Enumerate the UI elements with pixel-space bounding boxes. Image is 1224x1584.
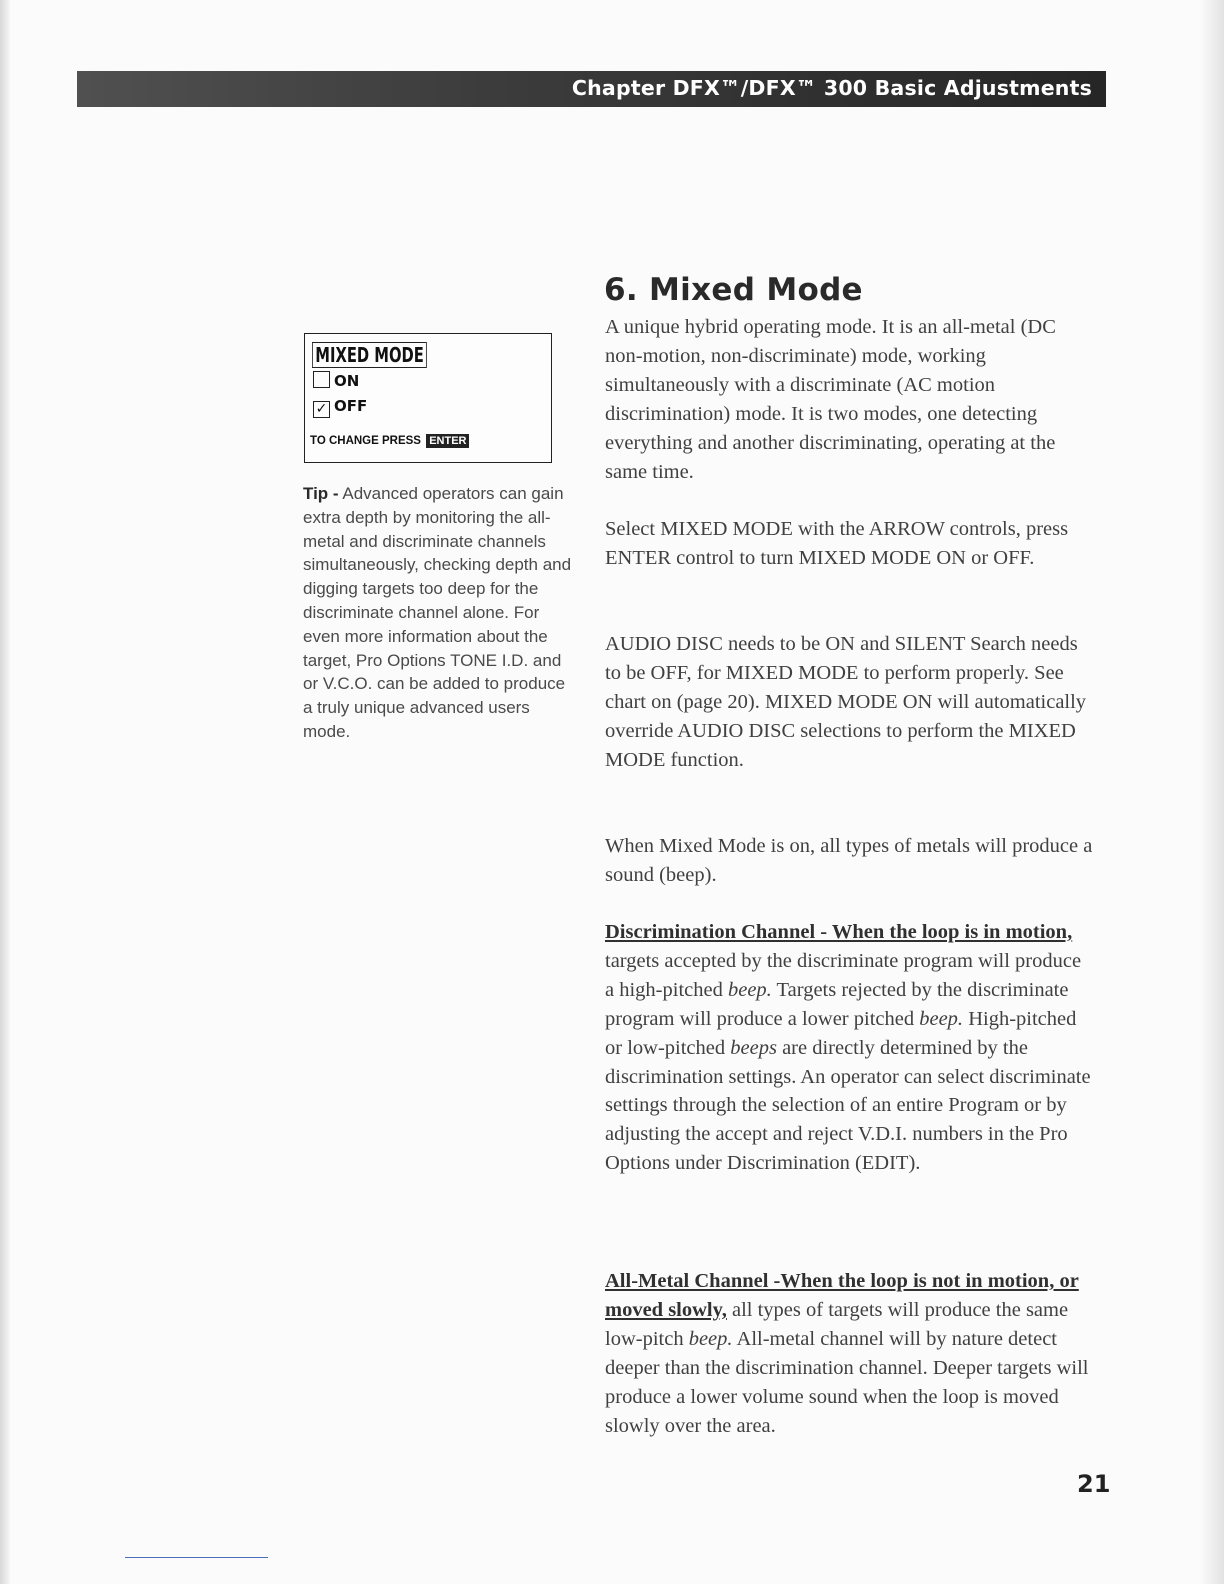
discrimination-italic-1: beep.	[727, 978, 772, 1001]
paragraph-mixed-on: When Mixed Mode is on, all types of metals will produce a sound (beep).	[605, 835, 1093, 886]
page-number: 21	[1077, 1470, 1111, 1498]
page-left-edge-shadow	[0, 0, 10, 1584]
discrimination-italic-3: beeps	[730, 1036, 777, 1059]
lcd-title: MIXED MODE	[312, 342, 427, 368]
lcd-option-on	[313, 371, 359, 391]
discrimination-text-3: High-pitched or low-pitched	[605, 1007, 1077, 1059]
discrimination-italic-2: beep.	[919, 1007, 964, 1030]
section-heading: 6. Mixed Mode	[604, 272, 863, 308]
paragraph-audio-disc: AUDIO DISC needs to be ON and SILENT Search needs to be OFF, for MIXED MODE to perform properly. See chart on (page 20). MIXED MODE ON will automatically override AUDIO DISC selections to perform the MIXED MODE function.	[605, 633, 1087, 771]
lcd-footer-text: TO CHANGE PRESS	[310, 435, 421, 447]
chapter-header-bar	[77, 71, 1106, 107]
lcd-display-illustration	[304, 333, 552, 463]
tip-sidebar	[303, 482, 575, 744]
tip-text: Advanced operators can gain extra depth by monitoring the all-metal and discriminate channels simultaneously, checking depth and digging targets too deep for the discriminate channel alone. For even more information about the target, Pro Options TONE I.D. and or V.C.O. can be added to produce a truly unique advanced users mode.	[303, 484, 572, 741]
lcd-option-off	[313, 396, 367, 418]
all-metal-italic-1: beep.	[688, 1327, 733, 1350]
all-metal-channel-heading: All-Metal Channel -When the loop is not in motion, or moved slowly,	[605, 1270, 1079, 1321]
enter-key-icon: ENTER	[426, 434, 469, 448]
paragraph-select: Select MIXED MODE with the ARROW controls, press ENTER control to turn MIXED MODE ON or OFF.	[605, 518, 1069, 569]
footer-rule	[125, 1557, 268, 1558]
lcd-option-on-label: ON	[334, 372, 360, 390]
paragraph-all-metal-channel	[605, 1267, 1095, 1440]
tip-label: Tip -	[303, 484, 339, 503]
discrimination-text-4: are directly determined by the discrimination settings. An operator can select discriminate settings through the selection of an entire Program or by adjusting the accept and reject V.D.I. numbers in the Pro Options under Discrimination (EDIT).	[605, 1036, 1091, 1175]
all-metal-text-2: All-metal channel will by nature detect deeper than the discrimination channel. Deeper targets will produce a lower volume sound when the loop is moved slowly over the area.	[605, 1327, 1089, 1437]
discrimination-channel-heading: Discrimination Channel - When the loop is in motion,	[605, 921, 1073, 943]
unchecked-box-icon	[313, 371, 330, 388]
page-right-edge-shadow	[1200, 0, 1224, 1584]
checked-box-icon: ✓	[313, 401, 330, 418]
chapter-title: Chapter DFX™/DFX™ 300 Basic Adjustments	[571, 76, 1092, 100]
paragraph-discrimination-channel	[605, 918, 1095, 1178]
paragraph-intro: A unique hybrid operating mode. It is an all-metal (DC non-motion, non-discriminate) mode, working simultaneously with a discriminate (AC motion discrimination) mode. It is two modes, one detecting everything and another discriminating, operating at the same time.	[605, 316, 1056, 483]
discrimination-text-2: Targets rejected by the discriminate program will produce a lower pitched	[605, 978, 1069, 1030]
lcd-footer	[310, 434, 469, 448]
all-metal-text-1: all types of targets will produce the same low-pitch	[605, 1298, 1069, 1350]
lcd-option-off-label: OFF	[334, 397, 368, 415]
discrimination-text-1: targets accepted by the discriminate program will produce a high-pitched	[605, 949, 1082, 1001]
